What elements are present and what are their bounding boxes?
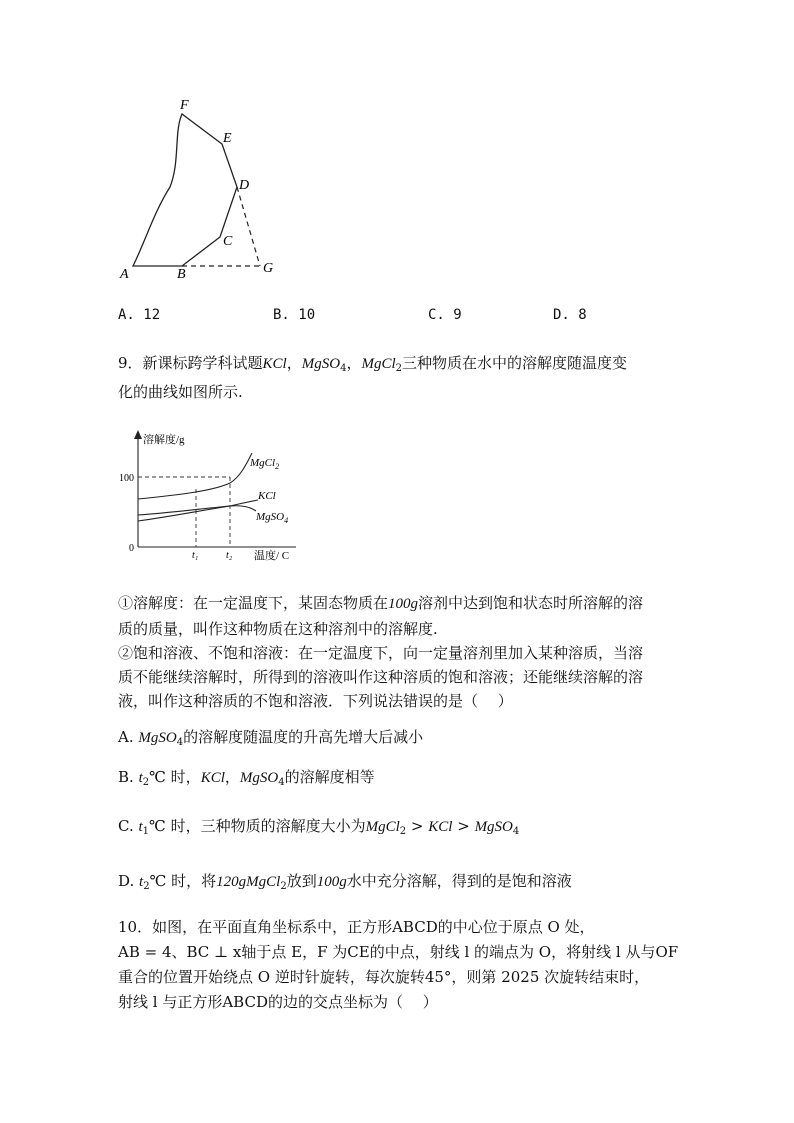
vertex-label-a: A [120,267,129,282]
y-axis-label: 溶解度/g [143,434,185,446]
y-axis-arrow [134,430,142,439]
vertex-label-d: D [239,178,250,193]
q8-option-a[interactable]: A. 12 [118,307,161,323]
note2-line3: 液，叫作这种溶质的不饱和溶液．下列说法错误的是（ ） [118,692,513,710]
series-label-mgso4: MgSO$_4$ [256,511,289,525]
q9-option-b[interactable]: B. $t_2℃$ 时，KCl，MgSO$_4$的溶解度相等 [118,768,375,788]
vertex-label-g: G [263,261,274,276]
vertex-label-f: F [180,98,189,113]
series-label-mgcl2: MgCl$_2$ [250,457,280,471]
q9-stem: 9．新课标跨学科试题KCl，MgSO$_4$，MgCl$_2$三种物质在水中的溶解度随温度变 [118,354,628,374]
q10-line4: 射线 l 与正方形ABCD的边的交点坐标为（ ） [118,993,438,1011]
note2-line1: ②饱和溶液、不饱和溶液：在一定温度下，向一定量溶剂里加入某种溶质，当溶 [118,644,644,662]
q9-option-a[interactable]: A. MgSO$_4$的溶解度随温度的升高先增大后减小 [118,728,424,748]
dashed-segment-dg [237,187,260,266]
series-label-kcl: KCl [258,490,276,502]
y-tick-100: 100 [119,473,134,484]
q10-line2: AB = 4、BC ⊥ x轴于点 E，F 为CE的中点，射线 l 的端点为 O，将射线 l 从与OF [118,943,679,961]
vertex-label-c: C [223,234,233,249]
polygon-outline [133,114,237,266]
x-axis-label: 温度/ C [254,550,290,562]
solubility-chart [118,425,318,565]
note1-line1: ①溶解度：在一定温度下，某固态物质在100g溶剂中达到饱和状态时所溶解的溶 [118,594,644,612]
q9-stem-line2: 化的曲线如图所示. [118,383,243,401]
q10-line1: 10．如图，在平面直角坐标系中，正方形ABCD的中心位于原点 O 处， [118,918,595,936]
note2-line2: 质不能继续溶解时，所得到的溶液叫作这种溶质的饱和溶液；还能继续溶解的溶 [118,668,644,686]
q8-option-d[interactable]: D. 8 [553,307,587,323]
geometry-figure [110,92,290,287]
q9-option-d[interactable]: D. $t_2℃$ 时，将120gMgCl$_2$放到100g水中充分溶解，得到的是饱和溶液 [118,872,572,892]
x-tick-t2: t₂ [226,550,233,561]
q8-option-b[interactable]: B. 10 [273,307,316,323]
curve-mgcl2 [138,453,252,499]
x-tick-t1: t₁ [192,550,199,561]
vertex-label-b: B [177,267,186,282]
note1-line2: 质的质量，叫作这种物质在这种溶剂中的溶解度. [118,620,438,638]
curve-mgso4 [138,506,256,515]
vertex-label-e: E [223,131,232,146]
curve-kcl [138,500,258,521]
y-tick-0: 0 [129,543,134,554]
q8-option-c[interactable]: C. 9 [428,307,462,323]
q9-option-c[interactable]: C. $t_1℃$ 时，三种物质的溶解度大小为MgCl$_2$ > KCl > MgSO$_4$ [118,817,520,837]
q10-line3: 重合的位置开始绕点 O 逆时针旋转，每次旋转45°，则第 2025 次旋转结束时， [118,968,650,986]
